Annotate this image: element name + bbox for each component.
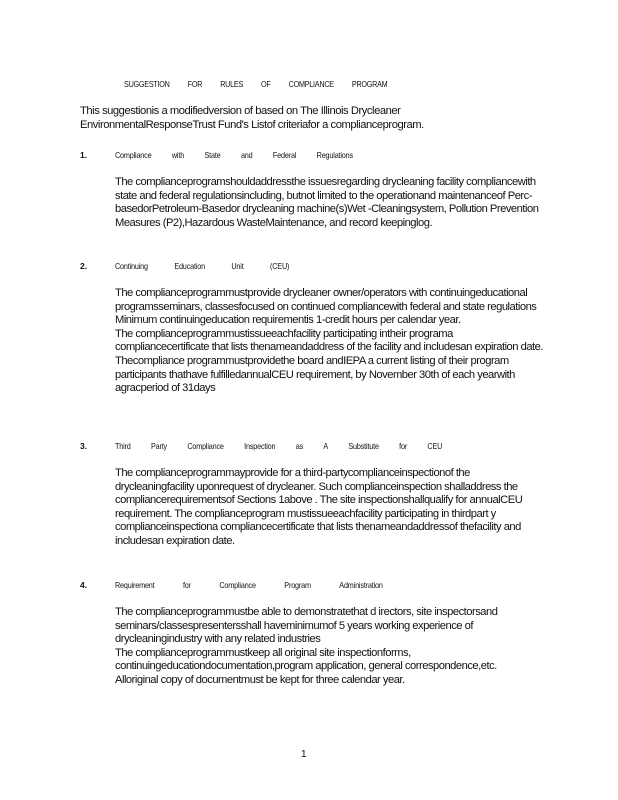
section-title-word: Compliance — [219, 580, 256, 590]
section-2-paragraph: The complianceprogrammustprovide drycleaner owner/operators with continuingeducational programsseminars, classesfocused on continued compliancewith federal and state regulations Minimum continuingeducation requirementis 1-credit hours per calendar year. The complianceprogrammustissueeachfacility participating intheir programa compliancecertificate that lists thenameandaddress of the facility and includesan expiration date. Thecompliance programmustprovidethe board andIEPA a current listing of their program participants thathave fulfilledannualCEU requirement, by November 30th of each yearwith agracperiod of 31days — [115, 287, 543, 395]
section-1-paragraph: The complianceprogramshouldaddressthe issuesregarding drycleaning facility compliancewith state and federal regulationsincluding, butnot limited to the operationand maintenanceof Perc- basedorPetroleum-Basedor drycleaning machine(s)Wet -Cleaningsystem, Pollution Prevention Measures (P2),Hazardous WasteMaintenance, and record keepinglog. — [115, 176, 539, 229]
section-3-number: 3. — [80, 441, 88, 451]
section-1-title — [115, 150, 353, 160]
title-word: OF — [261, 79, 271, 89]
section-title-word: for — [182, 580, 191, 590]
section-title-word: Unit — [231, 261, 244, 271]
section-title-word: Third — [115, 441, 131, 451]
section-title-word: Compliance — [187, 441, 224, 451]
section-title-word: Continuing — [115, 261, 148, 271]
section-2-title — [115, 261, 289, 271]
section-title-word: Requirement — [115, 580, 155, 590]
section-3-paragraph: The complianceprogrammayprovide for a third-partycomplianceinspectionof the drycleaningfacility uponrequest of drycleaner. Such complianceinspection shalladdress the compliancerequirementsof Sections 1above . The site inspectionshallqualify for annualCEU requirement. The complianceprogram mustissueeachfacility participating in thirdpart y complianceinspectiona compliancecertificate that lists thenameandaddressof thefacility and includesan expiration date. — [115, 467, 523, 547]
section-title-word: Regulations — [316, 150, 353, 160]
section-title-word: State — [204, 150, 221, 160]
section-title-word: Inspection — [244, 441, 276, 451]
title-word: COMPLIANCE — [288, 79, 334, 89]
section-title-word: (CEU) — [270, 261, 290, 271]
section-title-word: Administration — [339, 580, 383, 590]
section-4-number: 4. — [80, 580, 88, 590]
section-2-number: 2. — [80, 261, 88, 271]
section-title-word: for — [399, 441, 408, 451]
section-title-word: Program — [284, 580, 311, 590]
title-word: PROGRAM — [351, 79, 388, 89]
section-1-number: 1. — [80, 150, 88, 160]
section-title-word: and — [240, 150, 253, 160]
section-title-word: Federal — [272, 150, 297, 160]
title-word: RULES — [220, 79, 244, 89]
section-title-word: A — [323, 441, 329, 451]
document-title — [124, 79, 388, 89]
section-title-word: Compliance — [115, 150, 152, 160]
section-title-word: Education — [174, 261, 205, 271]
section-title-word: CEU — [427, 441, 443, 451]
section-title-word: Substitute — [348, 441, 379, 451]
section-title-word: Party — [150, 441, 167, 451]
section-title-word: with — [171, 150, 185, 160]
section-4-paragraph: The complianceprogrammustbe able to demonstratethat d irectors, site inspectorsand seminars/classespresentersshall haveminimumof 5 years working experience of drycleaningindustry with any related industries The complianceprogrammustkeep all original site inspectionforms, continuingeducationdocumentation,program application, general correspondence,etc. Alloriginal copy of documentmust be kept for three calendar year. — [115, 606, 498, 686]
section-3-title — [115, 441, 442, 451]
title-word: FOR — [187, 79, 203, 89]
page-number: 1 — [301, 749, 307, 760]
section-title-word: as — [295, 441, 304, 451]
section-4-title — [115, 580, 383, 590]
title-word: SUGGESTION — [124, 79, 170, 89]
intro-paragraph: This suggestionis a modifiedversion of based on The Illinois Drycleaner EnvironmentalResponseTrust Fund's Listof criteriafor a complianceprogram. — [80, 105, 424, 131]
